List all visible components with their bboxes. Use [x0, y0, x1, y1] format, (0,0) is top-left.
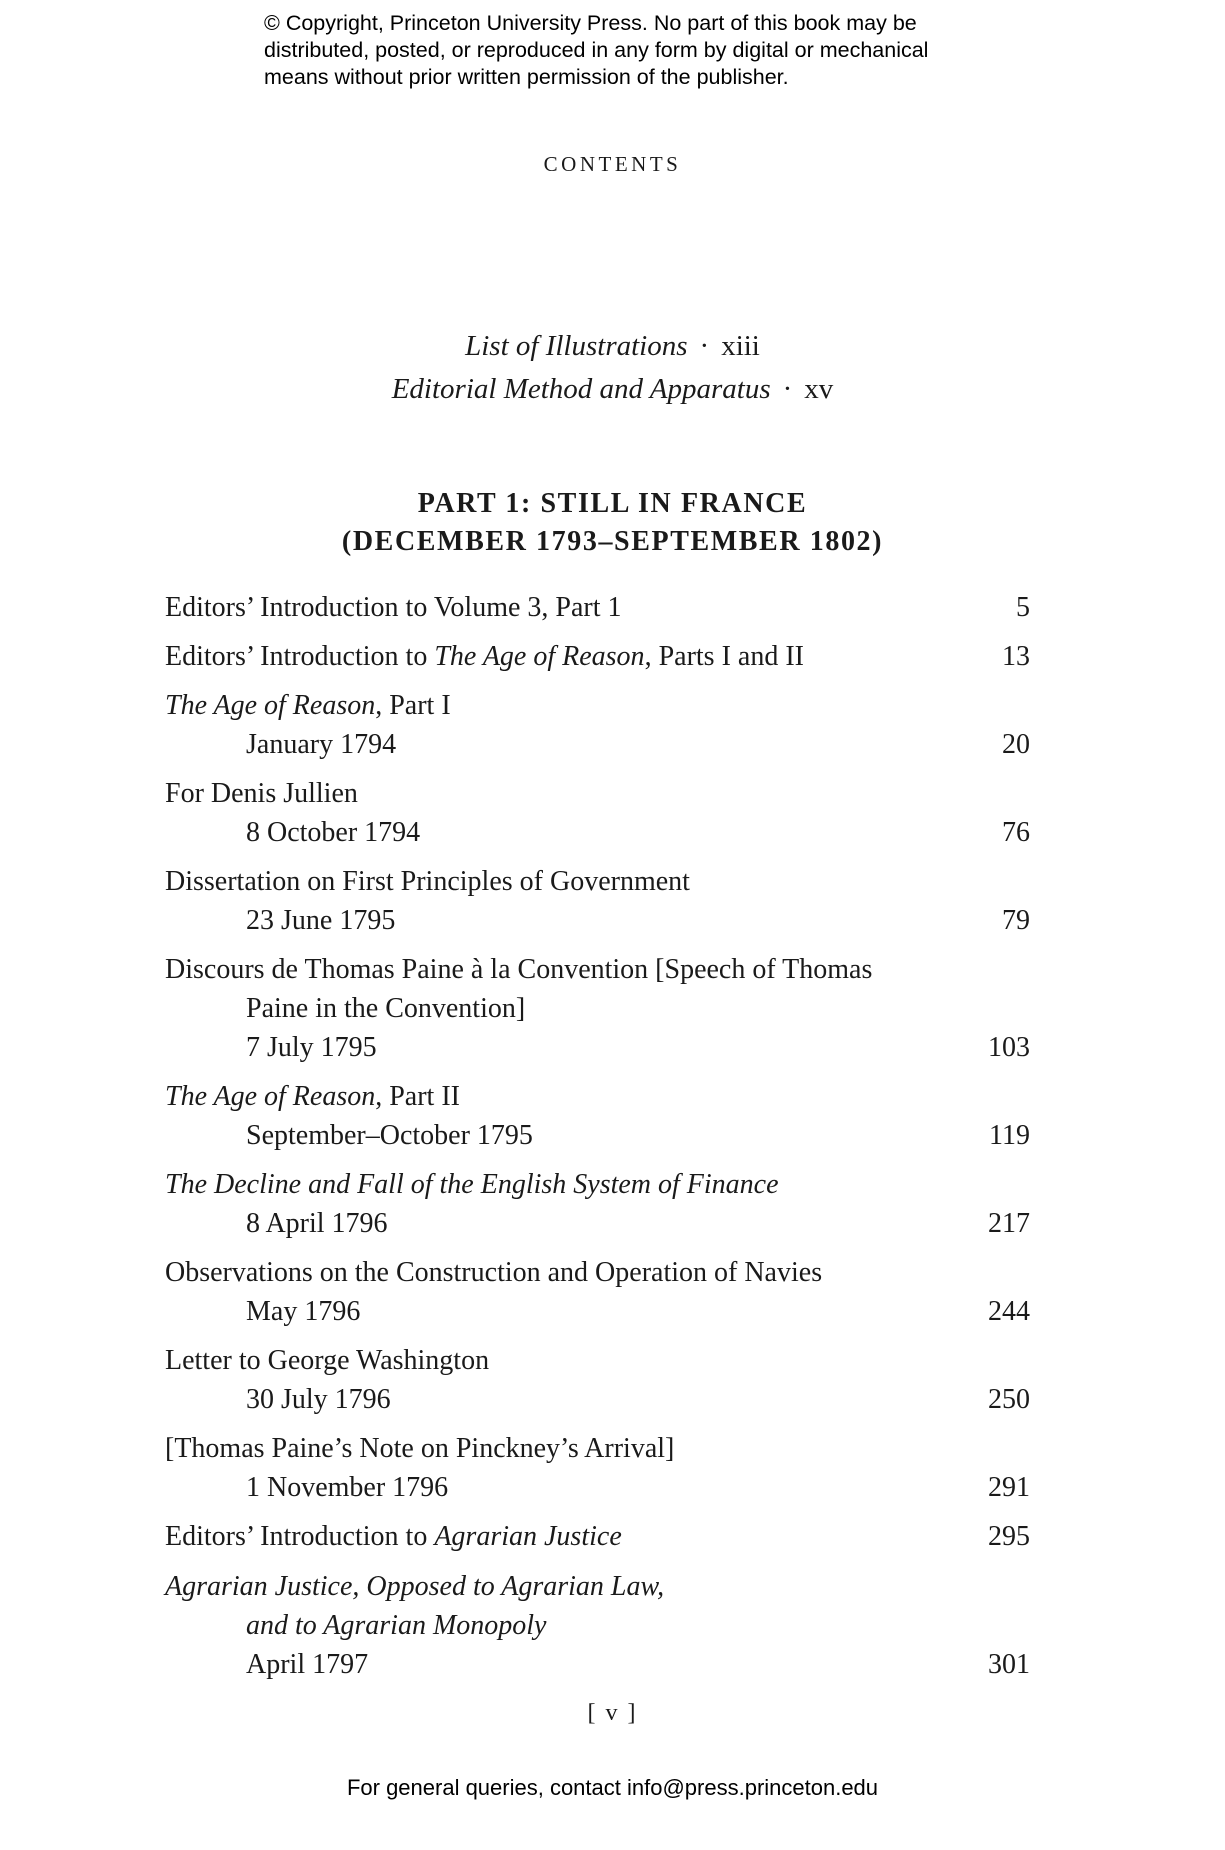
entry-page: 119 — [989, 1120, 1030, 1151]
entry-title-continued: Paine in the Convention] — [246, 993, 526, 1024]
toc-entry-date-row — [246, 814, 1030, 852]
part-subheading: (DECEMBER 1793–SEPTEMBER 1802) — [341, 526, 884, 557]
toc-entry — [165, 1342, 1030, 1380]
toc-entry — [165, 687, 1030, 725]
entry-title-text: Editors’ Introduction to — [165, 641, 435, 672]
entry-title: Letter to George Washington — [165, 1345, 490, 1376]
separator-dot: · — [782, 373, 793, 405]
entry-title-italic: The Age of Reason — [165, 1081, 376, 1112]
front-matter-item — [0, 330, 1225, 363]
front-matter-page: xv — [804, 373, 834, 405]
toc-entry — [165, 951, 1030, 989]
entry-title: Dissertation on First Principles of Government — [165, 866, 690, 897]
entry-date: 1 November 1796 — [246, 1472, 449, 1503]
entry-page: 244 — [988, 1296, 1030, 1327]
entry-title: For Denis Jullien — [165, 778, 358, 809]
entry-date: 30 July 1796 — [246, 1384, 391, 1415]
entry-title-italic: The Age of Reason — [165, 690, 376, 721]
toc-entry — [165, 638, 1030, 676]
toc-entry — [165, 1078, 1030, 1116]
toc-entry-date-row — [246, 1381, 1030, 1419]
front-matter-page: xiii — [721, 330, 760, 362]
separator-dot: · — [699, 330, 710, 362]
copyright-line: distributed, posted, or reproduced in any form by digital or mechanical — [264, 38, 929, 62]
entry-title-italic: Agrarian Justice — [434, 1521, 622, 1552]
entry-page: 103 — [988, 1032, 1030, 1063]
entry-title: [Thomas Paine’s Note on Pinckney’s Arrival] — [165, 1433, 675, 1464]
entry-title: Editors’ Introduction to Volume 3, Part 1 — [165, 592, 622, 623]
entry-date: 8 April 1796 — [246, 1208, 388, 1239]
toc-entry — [165, 775, 1030, 813]
copyright-notice — [264, 10, 1024, 91]
toc-entry-continued — [246, 990, 1030, 1028]
toc-entry — [165, 1568, 1030, 1606]
toc-entry — [165, 589, 1030, 627]
page-folio: [ v ] — [587, 1700, 638, 1726]
toc-entry-date-row — [246, 1469, 1030, 1507]
toc-entry — [165, 863, 1030, 901]
front-matter-title: List of Illustrations — [465, 330, 688, 362]
entry-title-text: , Part II — [375, 1081, 460, 1112]
entry-page: 291 — [988, 1472, 1030, 1503]
toc-entry-date-row — [246, 1029, 1030, 1067]
part-heading: PART 1: STILL IN FRANCE — [417, 488, 808, 519]
entry-page: 5 — [1016, 592, 1030, 623]
copyright-line: © Copyright, Princeton University Press. No part of this book may be — [264, 11, 917, 35]
toc-entry-date-row — [246, 1205, 1030, 1243]
entry-title-italic: The Age of Reason — [434, 641, 645, 672]
entry-title-text: , Parts I and II — [644, 641, 804, 672]
entry-page: 295 — [988, 1521, 1030, 1552]
page-title: CONTENTS — [543, 152, 682, 176]
entry-date: April 1797 — [246, 1649, 369, 1680]
entry-title — [165, 687, 451, 725]
entry-title — [165, 1518, 622, 1556]
toc-entry — [165, 1430, 1030, 1468]
entry-page: 76 — [1002, 817, 1030, 848]
toc-entry-date-row — [246, 1646, 1030, 1684]
toc-entry — [165, 1254, 1030, 1292]
footer-contact: For general queries, contact info@press.princeton.edu — [346, 1775, 879, 1800]
copyright-line: means without prior written permission of the publisher. — [264, 65, 789, 89]
entry-date: January 1794 — [246, 729, 397, 760]
entry-page: 250 — [988, 1384, 1030, 1415]
entry-title — [165, 638, 804, 676]
entry-title: Observations on the Construction and Operation of Navies — [165, 1257, 823, 1288]
entry-page: 79 — [1002, 905, 1030, 936]
entry-page: 217 — [988, 1208, 1030, 1239]
entry-date: 23 June 1795 — [246, 905, 396, 936]
entry-title: Discours de Thomas Paine à la Convention [Speech of Thomas — [165, 954, 873, 985]
entry-date: 7 July 1795 — [246, 1032, 377, 1063]
toc-entry-continued — [246, 1607, 1030, 1645]
entry-title-italic: Agrarian Justice, Opposed to Agrarian Law, — [165, 1571, 665, 1602]
entry-title-italic: The Decline and Fall of the English System of Finance — [165, 1169, 779, 1200]
entry-date: 8 October 1794 — [246, 817, 421, 848]
entry-title — [165, 1078, 460, 1116]
entry-date: September–October 1795 — [246, 1120, 533, 1151]
entry-page: 13 — [1002, 641, 1030, 672]
entry-title-text: Editors’ Introduction to — [165, 1521, 435, 1552]
toc-entry-date-row — [246, 1293, 1030, 1331]
entry-page: 20 — [1002, 729, 1030, 760]
front-matter-item — [0, 373, 1225, 406]
entry-title-italic-continued: and to Agrarian Monopoly — [246, 1610, 547, 1641]
toc-entry-date-row — [246, 726, 1030, 764]
entry-title-text: , Part I — [375, 690, 451, 721]
toc-entry — [165, 1166, 1030, 1204]
entry-date: May 1796 — [246, 1296, 361, 1327]
entry-page: 301 — [988, 1649, 1030, 1680]
toc-entry-date-row — [246, 902, 1030, 940]
toc-entry-date-row — [246, 1117, 1030, 1155]
front-matter-title: Editorial Method and Apparatus — [391, 373, 771, 405]
toc-entry — [165, 1518, 1030, 1556]
